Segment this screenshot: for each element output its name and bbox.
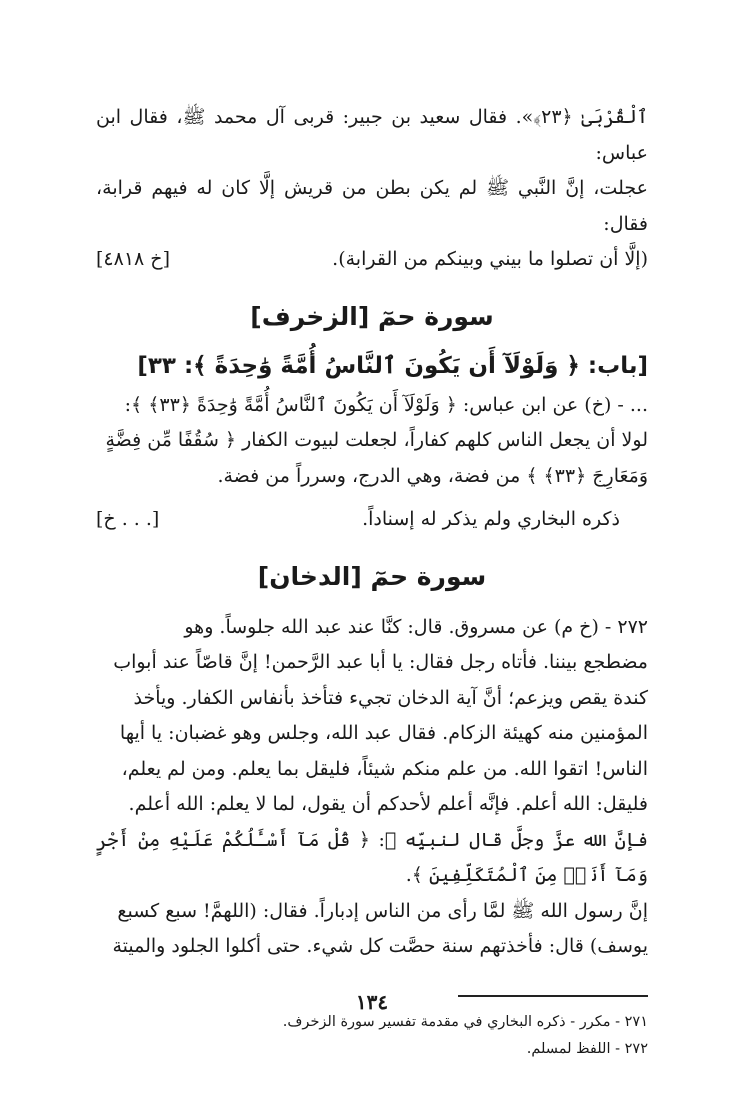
intro-line-3 [96,242,648,278]
dukhan-line: ٢٧٢ - (خ م) عن مسروق. قال: كنَّا عند عبد الله جلوساً. وهو [184,615,648,638]
zukhruf-reference: [خ . . .] [96,508,160,530]
surah-dukhan-title: سورة حمٓ [الدخان] [257,561,487,591]
page-number: ١٣٤ [355,990,389,1014]
intro-line-3-text: (إلَّا أن تصلوا ما بيني وبينكم من القرابة). [332,248,648,270]
dukhan-line: الناس! اتقوا الله. من علم منكم شيئاً، فليقل بما يعلم. ومن لم يعلم، [121,757,648,780]
bab-heading: [باب: ﴿ وَلَوْلَآ أَن يَكُونَ ٱلنَّاسُ أُمَّةً وَٰحِدَةً ﴾: ٣٣] [137,352,648,379]
dukhan-line: المؤمنين منه كهيئة الزكام. فقال عبد الله، وجلس وهو غضبان: يا أيها [119,722,648,744]
dukhan-line: فليقل: الله أعلم. فإنَّه أعلم لأحدكم أن يقول، لما لا يعلم: الله أعلم. [128,793,648,815]
zukhruf-line-1: ... - (خ) عن ابن عباس: ﴿ وَلَوْلَآ أَن يَكُونَ ٱلنَّاسُ أُمَّةً وَٰحِدَةً ﴿٣٣﴾ ﴾: [124,393,648,416]
footnote-271: ٢٧١ - مكرر - ذكره البخاري في مقدمة تفسير سورة الزخرف. [282,1013,648,1030]
footnote-272: ٢٧٢ - اللفظ لمسلم. [526,1040,648,1057]
dukhan-line: مضطجع بيننا. فأتاه رجل فقال: يا أبا عبد الرَّحمن! إنَّ قاصّاً عند أبواب [113,651,648,673]
zukhruf-line-4 [96,502,648,538]
dukhan-hadith [96,610,648,965]
intro-line-1: ٱلْقُرْبَىٰ ﴿٢٣﴾». فقال سعيد بن جبير: قربى آل محمد ﷺ، فقال ابن عباس: [96,106,648,164]
zukhruf-line-2: لولا أن يجعل الناس كلهم كفاراً، لجعلت لبيوت الكفار ﴿ سُقُفًا مِّن فِضَّةٍ [105,429,648,451]
intro-reference: [خ ٤٨١٨] [96,248,170,270]
dukhan-line: كندة يقص ويزعم؛ أنَّ آية الدخان تجيء فتأخذ بأنفاس الكفار. ويأخذ [133,686,648,709]
dukhan-line: إنَّ رسول الله ﷺ لمَّا رأى من الناس إدباراً. فقال: (اللهمَّ! سبع كسبع [117,899,648,922]
surah-zukhruf-title: سورة حمٓ [الزخرف] [250,301,494,331]
zukhruf-line-3: وَمَعَارِجَ ﴿٣٣﴾ ﴾ من فضة، وهي الدرج، وسرراً من فضة. [217,464,648,487]
dukhan-line: يوسف) قال: فأخذتهم سنة حصَّت كل شيء. حتى أكلوا الجلود والميتة [112,935,648,957]
intro-line-2: عجلت، إنَّ النَّبي ﷺ لم يكن بطن من قريش إلَّا كان له فيهم قرابة، فقال: [96,177,648,235]
zukhruf-line-4-text: ذكره البخاري ولم يذكر له إسناداً. [362,508,620,530]
dukhan-line: فإنَّ الله عزَّ وجلَّ قال لنبيِّه ﷺ: ﴿ قُلْ مَآ أَسْـَٔلُكُمْ عَلَيْهِ مِنْ أَجْرٍ وَمَآ أَنَا۠ مِنَ ٱلْمُتَكَلِّفِينَ ﴾. [96,828,648,886]
